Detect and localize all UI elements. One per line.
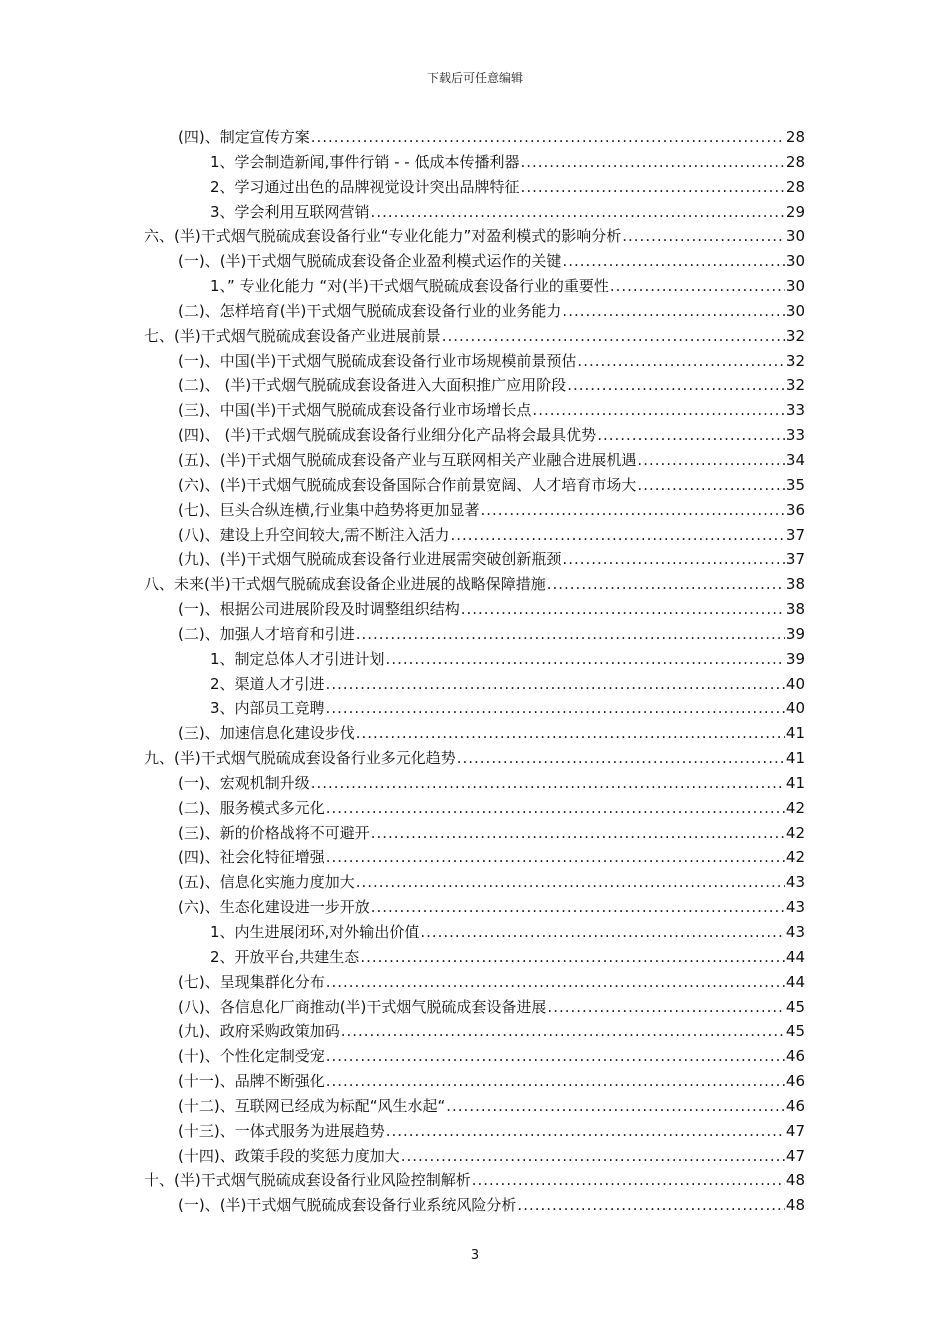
toc-entry-page: 34 bbox=[785, 450, 805, 469]
toc-entry[interactable] bbox=[144, 274, 805, 299]
toc-entry-title: 六、(半)干式烟气脱硫成套设备行业“专业化能力”对盈利模式的影响分析 bbox=[144, 227, 622, 246]
toc-entry-page: 46 bbox=[785, 1047, 805, 1066]
toc-entry[interactable] bbox=[144, 1069, 805, 1094]
toc-leader-dots bbox=[326, 696, 785, 721]
toc-leader-dots bbox=[386, 647, 785, 672]
toc-entry-page: 44 bbox=[785, 972, 805, 991]
toc-entry-page: 48 bbox=[785, 1196, 805, 1215]
toc-leader-dots bbox=[371, 821, 785, 846]
toc-entry[interactable] bbox=[144, 175, 805, 200]
toc-entry-page: 43 bbox=[785, 923, 805, 941]
toc-entry-title: (一)、中国(半)干式烟气脱硫成套设备行业市场规模前景预估 bbox=[178, 351, 577, 370]
toc-entry-page: 30 bbox=[785, 252, 805, 271]
toc-entry-title: (一)、(半)干式烟气脱硫成套设备企业盈利模式运作的关键 bbox=[178, 252, 562, 271]
toc-leader-dots bbox=[622, 224, 785, 249]
toc-leader-dots bbox=[326, 672, 785, 697]
toc-entry[interactable] bbox=[144, 821, 805, 846]
toc-entry-title: 八、未来(半)干式烟气脱硫成套设备企业进展的战略保障措施 bbox=[144, 575, 546, 594]
toc-entry-title: 七、(半)干式烟气脱硫成套设备产业进展前景 bbox=[144, 326, 441, 345]
toc-entry[interactable] bbox=[144, 845, 805, 870]
toc-entry-title: (四)、制定宣传方案 bbox=[178, 128, 310, 146]
toc-entry-page: 47 bbox=[785, 1121, 805, 1140]
toc-leader-dots bbox=[356, 870, 785, 895]
toc-entry[interactable] bbox=[144, 1094, 805, 1119]
toc-entry-title: (十)、个性化定制受宠 bbox=[178, 1047, 325, 1066]
toc-entry[interactable] bbox=[144, 1044, 805, 1069]
toc-entry-title: 九、(半)干式烟气脱硫成套设备行业多元化趋势 bbox=[144, 749, 456, 768]
toc-entry-title: 1、学会制造新闻,事件行销 - - 低成本传播利器 bbox=[210, 152, 520, 171]
toc-entry[interactable] bbox=[144, 672, 805, 697]
toc-entry[interactable] bbox=[144, 498, 805, 523]
toc-entry[interactable] bbox=[144, 970, 805, 995]
toc-entry-title: (八)、各信息化厂商推动(半)干式烟气脱硫成套设备进展 bbox=[178, 997, 547, 1016]
toc-entry[interactable] bbox=[144, 150, 805, 175]
toc-leader-dots bbox=[386, 1119, 785, 1144]
toc-entry[interactable] bbox=[144, 523, 805, 548]
toc-leader-dots bbox=[547, 572, 785, 597]
toc-entry-title: (二)、服务模式多元化 bbox=[178, 798, 325, 817]
toc-entry[interactable] bbox=[144, 721, 805, 746]
toc-leader-dots bbox=[341, 1019, 785, 1044]
toc-entry[interactable] bbox=[144, 1019, 805, 1044]
toc-entry-page: 37 bbox=[785, 550, 805, 569]
toc-entry[interactable] bbox=[144, 771, 805, 796]
toc-entry-title: (二)、加强人才培育和引进 bbox=[178, 624, 355, 643]
toc-entry-page: 30 bbox=[785, 227, 805, 246]
toc-entry[interactable] bbox=[144, 895, 805, 920]
toc-entry[interactable] bbox=[144, 945, 805, 970]
toc-entry-page: 30 bbox=[785, 301, 805, 320]
toc-entry[interactable] bbox=[144, 796, 805, 821]
toc-entry-title: (八)、建设上升空间较大,需不断注入活力 bbox=[178, 525, 450, 544]
toc-entry[interactable] bbox=[144, 870, 805, 895]
toc-entry-page: 42 bbox=[785, 848, 805, 867]
toc-entry[interactable] bbox=[144, 125, 805, 150]
toc-entry[interactable] bbox=[144, 1119, 805, 1144]
toc-entry[interactable] bbox=[144, 547, 805, 572]
toc-entry-title: 1、内生进展闭环,对外输出价值 bbox=[210, 923, 420, 941]
toc-entry[interactable] bbox=[144, 920, 805, 945]
toc-entry-page: 46 bbox=[785, 1096, 805, 1115]
toc-entry-page: 47 bbox=[785, 1146, 805, 1165]
toc-entry-page: 38 bbox=[785, 575, 805, 594]
toc-entry[interactable] bbox=[144, 299, 805, 324]
toc-leader-dots bbox=[577, 349, 784, 374]
toc-entry[interactable] bbox=[144, 398, 805, 423]
toc-entry[interactable] bbox=[144, 324, 805, 349]
toc-entry-page: 42 bbox=[785, 823, 805, 842]
toc-entry-title: (二)、 (半)干式烟气脱硫成套设备进入大面积推广应用阶段 bbox=[178, 376, 567, 395]
toc-entry-title: (十三)、一体式服务为进展趋势 bbox=[178, 1121, 385, 1140]
toc-leader-dots bbox=[610, 274, 785, 299]
toc-entry-title: (七)、巨头合纵连横,行业集中趋势将更加显著 bbox=[178, 500, 480, 519]
toc-entry-title: (一)、宏观机制升级 bbox=[178, 773, 310, 792]
toc-leader-dots bbox=[637, 473, 784, 498]
toc-entry-page: 28 bbox=[785, 152, 805, 171]
toc-leader-dots bbox=[597, 423, 785, 448]
toc-entry-page: 42 bbox=[785, 798, 805, 817]
toc-entry-page: 43 bbox=[785, 898, 805, 917]
toc-entry-page: 35 bbox=[785, 475, 805, 494]
toc-entry-page: 33 bbox=[785, 426, 805, 445]
toc-leader-dots bbox=[562, 249, 784, 274]
toc-entry-page: 48 bbox=[785, 1171, 805, 1190]
toc-leader-dots bbox=[450, 523, 784, 548]
toc-entry-page: 29 bbox=[785, 202, 805, 221]
toc-entry-page: 32 bbox=[785, 376, 805, 395]
toc-entry-page: 41 bbox=[785, 724, 805, 743]
toc-entry-page: 41 bbox=[785, 773, 805, 792]
toc-entry-title: (三)、加速信息化建设步伐 bbox=[178, 724, 355, 743]
toc-entry-page: 36 bbox=[785, 500, 805, 519]
toc-leader-dots bbox=[420, 920, 785, 945]
toc-entry-title: (四)、 (半)干式烟气脱硫成套设备行业细分化产品将会最具优势 bbox=[178, 426, 597, 445]
toc-entry-page: 30 bbox=[785, 277, 805, 296]
toc-entry-page: 45 bbox=[785, 1022, 805, 1041]
toc-leader-dots bbox=[562, 547, 784, 572]
toc-entry-title: (一)、根据公司进展阶段及时调整组织结构 bbox=[178, 600, 460, 619]
toc-entry-title: (九)、(半)干式烟气脱硫成套设备行业进展需突破创新瓶颈 bbox=[178, 550, 562, 569]
toc-entry-page: 46 bbox=[785, 1072, 805, 1091]
toc-leader-dots bbox=[480, 498, 784, 523]
toc-leader-dots bbox=[547, 995, 784, 1020]
toc-entry-page: 28 bbox=[785, 177, 805, 196]
toc-leader-dots bbox=[472, 1168, 785, 1193]
toc-entry[interactable] bbox=[144, 249, 805, 274]
toc-entry-page: 40 bbox=[785, 699, 805, 718]
toc-leader-dots bbox=[446, 1094, 785, 1119]
toc-entry[interactable] bbox=[144, 1193, 805, 1218]
toc-entry-page: 40 bbox=[785, 674, 805, 693]
toc-entry[interactable] bbox=[144, 622, 805, 647]
toc-entry[interactable] bbox=[144, 473, 805, 498]
toc-entry-title: (七)、呈现集群化分布 bbox=[178, 972, 325, 991]
toc-leader-dots bbox=[442, 324, 785, 349]
toc-entry[interactable] bbox=[144, 373, 805, 398]
toc-leader-dots bbox=[356, 622, 785, 647]
toc-entry-title: (一)、(半)干式烟气脱硫成套设备行业系统风险分析 bbox=[178, 1196, 517, 1215]
toc-entry[interactable] bbox=[144, 349, 805, 374]
toc-entry-title: (十二)、互联网已经成为标配“风生水起“ bbox=[178, 1096, 446, 1115]
toc-entry-page: 44 bbox=[785, 947, 805, 966]
toc-entry-page: 32 bbox=[785, 326, 805, 345]
toc-leader-dots bbox=[521, 175, 785, 200]
toc-leader-dots bbox=[637, 448, 784, 473]
toc-entry-title: 2、开放平台,共建生态 bbox=[210, 947, 360, 966]
toc-leader-dots bbox=[311, 125, 785, 150]
toc-leader-dots bbox=[326, 845, 785, 870]
table-of-contents bbox=[144, 125, 805, 1218]
page-header: 下载后可任意编辑 bbox=[426, 71, 523, 85]
toc-entry[interactable] bbox=[144, 647, 805, 672]
toc-leader-dots bbox=[532, 398, 784, 423]
toc-entry-title: (四)、社会化特征增强 bbox=[178, 848, 325, 867]
toc-leader-dots bbox=[356, 721, 785, 746]
toc-entry-title: (三)、新的价格战将不可避开 bbox=[178, 823, 370, 842]
toc-leader-dots bbox=[520, 150, 784, 175]
toc-entry[interactable] bbox=[144, 224, 805, 249]
toc-entry-page: 39 bbox=[785, 649, 805, 668]
toc-leader-dots bbox=[562, 299, 784, 324]
toc-entry[interactable] bbox=[144, 597, 805, 622]
toc-entry-page: 37 bbox=[785, 525, 805, 544]
toc-entry-title: (三)、中国(半)干式烟气脱硫成套设备行业市场增长点 bbox=[178, 401, 532, 420]
toc-entry-title: (九)、政府采购政策加码 bbox=[178, 1022, 340, 1041]
toc-entry-title: 1、” 专业化能力 “对(半)干式烟气脱硫成套设备行业的重要性 bbox=[210, 277, 609, 296]
toc-leader-dots bbox=[326, 796, 785, 821]
toc-leader-dots bbox=[371, 200, 785, 225]
toc-leader-dots bbox=[326, 1069, 785, 1094]
toc-entry[interactable] bbox=[144, 696, 805, 721]
toc-entry-title: (六)、生态化建设进一步开放 bbox=[178, 898, 370, 917]
toc-entry-page: 45 bbox=[785, 997, 805, 1016]
toc-entry-title: (二)、怎样培育(半)干式烟气脱硫成套设备行业的业务能力 bbox=[178, 301, 562, 320]
toc-entry-title: 十、(半)干式烟气脱硫成套设备行业风险控制解析 bbox=[144, 1171, 471, 1190]
toc-entry-page: 32 bbox=[785, 351, 805, 370]
toc-entry[interactable] bbox=[144, 995, 805, 1020]
toc-entry-title: 1、制定总体人才引进计划 bbox=[210, 649, 385, 668]
toc-leader-dots bbox=[517, 1193, 784, 1218]
toc-entry-page: 33 bbox=[785, 401, 805, 420]
toc-leader-dots bbox=[326, 1044, 785, 1069]
toc-entry[interactable] bbox=[144, 572, 805, 597]
toc-leader-dots bbox=[371, 895, 785, 920]
toc-leader-dots bbox=[326, 970, 785, 995]
toc-entry-title: (六)、(半)干式烟气脱硫成套设备国际合作前景宽阔、人才培育市场大 bbox=[178, 475, 637, 494]
toc-entry-title: 2、渠道人才引进 bbox=[210, 674, 325, 693]
toc-leader-dots bbox=[311, 771, 785, 796]
toc-entry-title: 3、学会利用互联网营销 bbox=[210, 202, 370, 221]
toc-entry[interactable] bbox=[144, 1168, 805, 1193]
toc-entry-page: 39 bbox=[785, 624, 805, 643]
toc-leader-dots bbox=[457, 746, 785, 771]
toc-entry[interactable] bbox=[144, 200, 805, 225]
toc-leader-dots bbox=[567, 373, 785, 398]
toc-entry-page: 28 bbox=[785, 128, 805, 146]
toc-leader-dots bbox=[461, 597, 785, 622]
toc-entry-title: 2、学习通过出色的品牌视觉设计突出品牌特征 bbox=[210, 177, 520, 196]
toc-entry[interactable] bbox=[144, 1144, 805, 1169]
toc-entry[interactable] bbox=[144, 746, 805, 771]
toc-entry-title: (十四)、政策手段的奖惩力度加大 bbox=[178, 1146, 400, 1165]
page-number: 3 bbox=[470, 1248, 480, 1263]
toc-entry[interactable] bbox=[144, 423, 805, 448]
toc-entry-title: (五)、(半)干式烟气脱硫成套设备产业与互联网相关产业融合进展机遇 bbox=[178, 450, 637, 469]
toc-entry-title: 3、内部员工竞聘 bbox=[210, 699, 325, 718]
toc-entry-page: 43 bbox=[785, 873, 805, 892]
toc-entry-page: 41 bbox=[785, 749, 805, 768]
toc-leader-dots bbox=[401, 1144, 785, 1169]
toc-leader-dots bbox=[360, 945, 785, 970]
toc-entry[interactable] bbox=[144, 448, 805, 473]
toc-entry-page: 38 bbox=[785, 600, 805, 619]
toc-entry-title: (五)、信息化实施力度加大 bbox=[178, 873, 355, 892]
toc-entry-title: (十一)、品牌不断强化 bbox=[178, 1072, 325, 1091]
